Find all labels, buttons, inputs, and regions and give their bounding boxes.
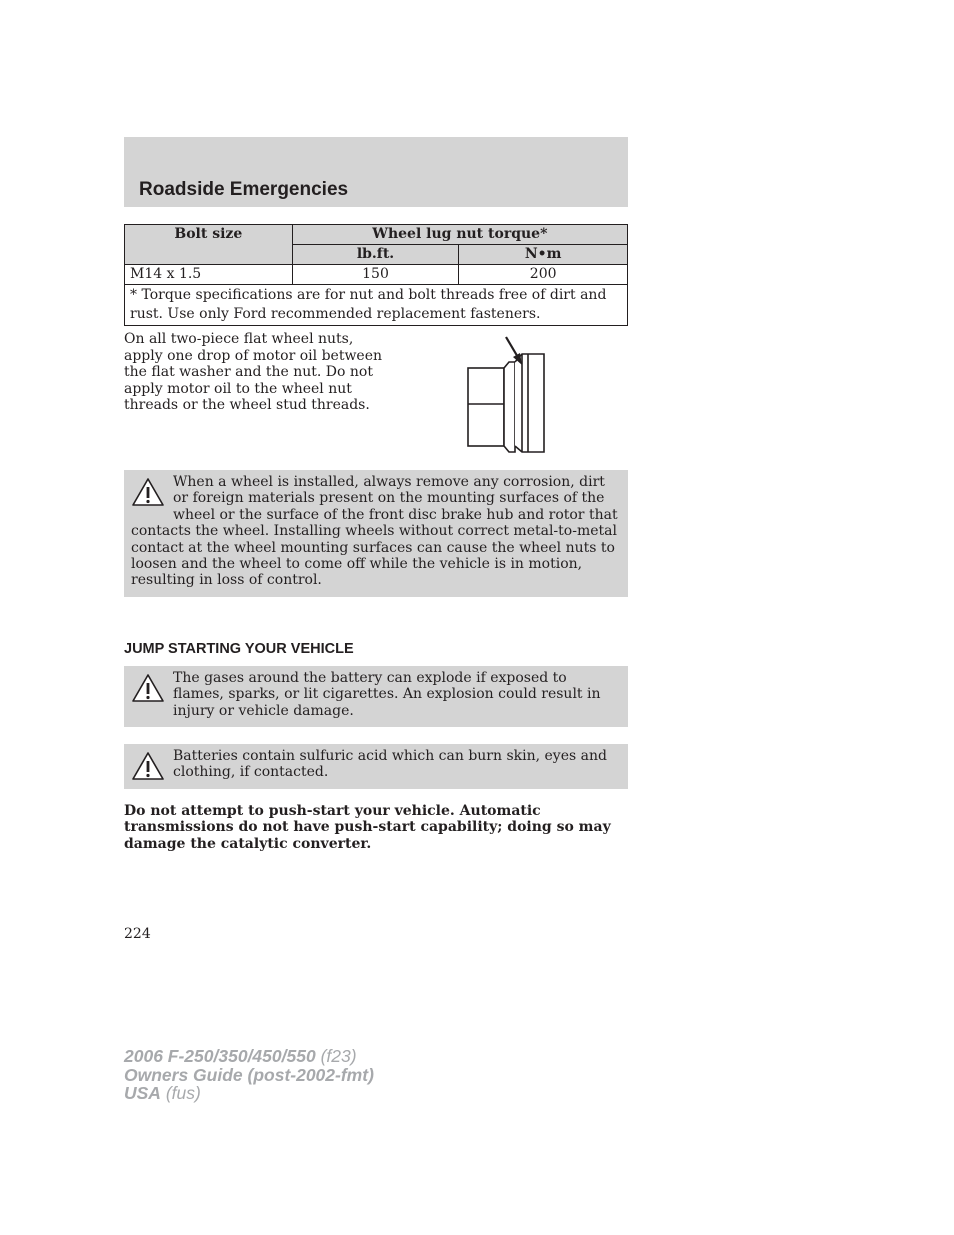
page-number: 224: [124, 926, 151, 942]
table-cell-bolt: M14 x 1.5: [125, 265, 293, 285]
footer-model-code: (f23): [320, 1046, 357, 1066]
section-title: Roadside Emergencies: [139, 179, 349, 200]
warning-triangle-icon: [131, 751, 165, 781]
table-footnote: * Torque specifications are for nut and bolt threads free of dirt and rust. Use only Ford recommended replacement fasteners.: [125, 285, 628, 326]
table-cell-nm: 200: [459, 265, 628, 285]
table-header-wheel-torque: Wheel lug nut torque*: [292, 225, 627, 245]
table-row: [125, 265, 628, 285]
warning-box-battery-gases: [124, 666, 628, 727]
table-cell-lbft: 150: [292, 265, 459, 285]
warning-triangle-icon: [131, 673, 165, 703]
footer-market: USA: [124, 1083, 161, 1103]
table-header-bolt-size: Bolt size: [125, 225, 293, 265]
warning-text: Batteries contain sulfuric acid which can burn skin, eyes and clothing, if contacted.: [173, 748, 607, 781]
document-footer: [124, 1047, 374, 1103]
oil-note-paragraph: On all two-piece flat wheel nuts, apply one drop of motor oil between the flat washer and the nut. Do not apply motor oil to the wheel nut threads or the wheel stud threads.: [124, 331, 383, 413]
torque-table: [124, 224, 628, 326]
two-piece-wheel-nut-diagram: [462, 334, 552, 456]
warning-box-wheel-installation: [124, 470, 628, 597]
footer-guide: Owners Guide (post-2002-fmt): [124, 1064, 374, 1085]
section-header-band: [124, 137, 628, 207]
warning-text: When a wheel is installed, always remove any corrosion, dirt or foreign materials present on the mounting surfaces of the wheel or the surface of the front disc brake hub and rotor that contacts the wheel. Installing wheels without correct metal-to-metal contact at the wheel mounting surfaces can cause the wheel nuts to loosen and the wheel to come off while the vehicle is in motion, resulting in loss of control.: [131, 474, 618, 589]
warning-box-battery-acid: [124, 744, 628, 789]
table-header-lbft: lb.ft.: [292, 245, 459, 265]
footer-market-code: (fus): [165, 1083, 201, 1103]
footer-model: 2006 F-250/350/450/550: [124, 1046, 316, 1066]
warning-triangle-icon: [131, 477, 165, 507]
section-heading-jump-start: JUMP STARTING YOUR VEHICLE: [124, 641, 354, 657]
table-header-nm: N•m: [459, 245, 628, 265]
warning-text: The gases around the battery can explode if exposed to flames, sparks, or lit cigarettes. An explosion could result in injury or vehicle damage.: [173, 670, 601, 719]
push-start-notice: Do not attempt to push-start your vehicle. Automatic transmissions do not have push-start capability; doing so may damage the catalytic converter.: [124, 803, 611, 852]
